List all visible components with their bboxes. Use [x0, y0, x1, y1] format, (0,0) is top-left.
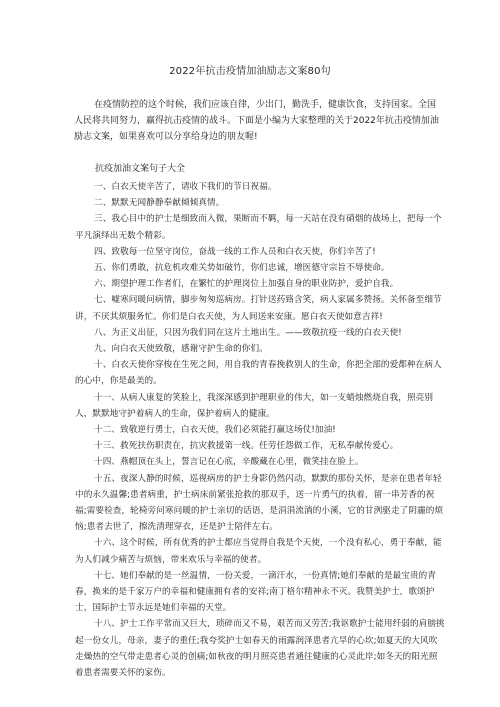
list-item: 一、白衣天使辛苦了，请收下我们的节日祝福。 — [94, 182, 277, 192]
list-item: 三、我心目中的护士是细致而入微，果断而不羁，每一天站在没有硝烟的战场上，把每一个平凡演绎出无数个精彩。 — [75, 214, 442, 241]
list-item: 十、白衣天使你穿梭在生死之间，用自我的青春挽救别人的生命，你把全部的爱都种在病人的心中，你是最美的。 — [75, 360, 442, 387]
list-item: 八、为正义出征，只因为我们同在这片土地出生。——致敬抗疫一线的白衣天使! — [94, 327, 402, 338]
quote-list — [75, 179, 445, 681]
list-item: 七、嘘寒问暖问病情，脚步匆匆巡病房。打针送药臵含笑，病人家属多赞扬。关怀备至细节讲，不厌其烦服务忙。你们是白衣天使，为人间送来安康。愿白衣天使如意吉祥! — [75, 295, 442, 322]
page-title: 2022年抗击疫情加油励志文案80句 — [169, 66, 331, 77]
list-item: 十三、救死扶伤职责在，抗灾救援第一线。任劳任怨做工作，无私奉献传爱心。 — [94, 441, 399, 452]
list-item: 十七、她们奉献的是一丝温情，一份关爱，一滴汗水，一份真情;她们奉献的是最宝贵的青春，换来的是千家万户的幸福和健康拥有者的安祥;南丁格尔精神永不灭。我赞美护士，歌颂护士，国际护士节永远是她们幸福的天堂。 — [75, 570, 437, 614]
intro-text: 在疫情防控的这个时候，我们应该自律，少出门，勤洗手，健康饮食，支持国家。全国人民将共同努力，赢得抗击疫情的战斗。下面是小编为大家整理的关于2022年抗击疫情加油励志文案，如果喜欢可以分享给身边的朋友喔! — [74, 100, 439, 142]
list-item: 九、向白衣天使致敬，感谢守护生命的你们。 — [94, 344, 268, 355]
intro-paragraph — [74, 97, 444, 145]
list-item: 五、你们勇敢，抗危机攻难关势如破竹，你们忠诚，增医德守宗旨不辱使命。 — [94, 263, 390, 274]
list-item: 六、期望护理工作者们，在繁忙的护理岗位上加强自身的职业防护，爱护自我。 — [94, 279, 399, 290]
list-item: 十六、这个时候，所有优秀的护士都应当觉得自我是个天使，一个没有私心，勇于奉献，能为人们减少痛苦与烦恼，带来欢乐与幸福的使者。 — [75, 538, 442, 565]
list-item: 四、致敬每一位坚守岗位，奋战一线的工作人员和白衣天使，你们辛苦了! — [94, 246, 376, 257]
list-item: 十一、从病人康复的笑脸上，我深深感到护理职业的伟大，如一支蜡烛燃烧自我，照亮别人，默默地守护着病人的生命，保护着病人的健康。 — [75, 392, 434, 419]
list-heading: 抗疫加油文案句子大全 — [95, 164, 186, 174]
list-item: 十四、燕帽顶在头上，誓言记在心底，辛酸藏在心里，微笑挂在脸上。 — [94, 457, 364, 468]
list-item: 十八、护士工作平常而又巨大，琐碎而又不易，艰苦而又劳苦;我讴歌护士能用纤弱的肩膀挑起一份女儿，母亲，妻子的重任;我夸奖护士如春天的雨露润泽患者亢旱的心坎;如夏天的大风吹走燥热的空气带走患者心灵的创痛;如秋夜的明月照亮患者通往健康的心灵此岸;如冬天的阳光照着患者需要关怀的家伤。 — [75, 619, 445, 679]
list-item: 二、默默无闻静静奉献倾倾真情。 — [94, 198, 225, 209]
list-item: 十五、夜深人静的时候，巡视病房的护士身影仍然闪动，默默的那份关怀，是亲在患者年轻中的永久温馨;患者病重，护士病床前紧张抢救的那双手，送一片勇气的执着，留一串芳香的祝福;需要检查，轮椅旁问寒问暖的护士亲切的话语，是涓涓流淌的小溪，它的甘洌驱走了阴霾的烦恼;患者去世了，擦洗清理穿衣，还是护士陪伴左右。 — [75, 473, 444, 533]
list-item: 十二、致敬逆行勇士，白衣天使，我们必须能打赢这场仗!加油! — [94, 425, 336, 436]
